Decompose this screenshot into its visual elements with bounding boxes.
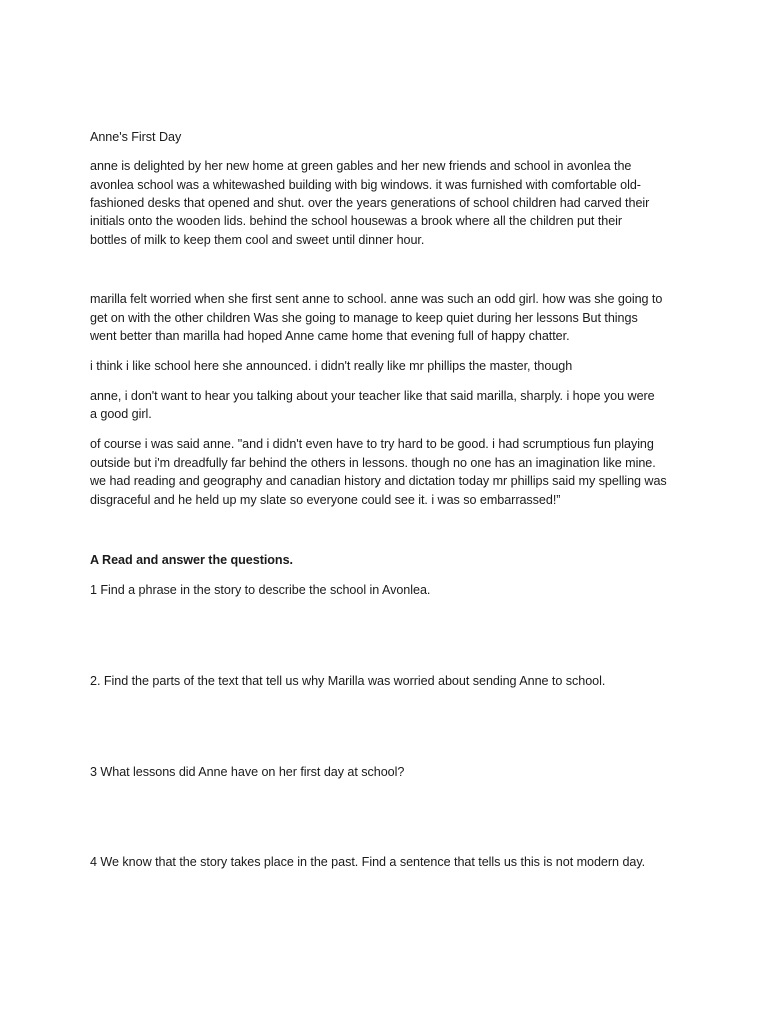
paragraph2-line-1: marilla felt worried when she first sent anne to school. anne was such an odd girl. how was she going to <box>90 292 663 306</box>
paragraph3-line-1: i think i like school here she announced. i didn't really like mr phillips the master, though <box>90 359 573 373</box>
question-4: 4 We know that the story takes place in the past. Find a sentence that tells us this is not modern day. <box>90 855 646 869</box>
paragraph1-line-4: initials onto the wooden lids. behind the school housewas a brook where all the children put their <box>90 214 623 228</box>
document-title: Anne's First Day <box>90 130 182 144</box>
paragraph5-line-2: outside but i'm dreadfully far behind the others in lessons. though no one has an imagination like mine. <box>90 456 656 470</box>
paragraph5-line-4: disgraceful and he held up my slate so everyone could see it. i was so embarrassed!” <box>90 493 561 507</box>
paragraph1-line-2: avonlea school was a whitewashed building with big windows. it was furnished with comfortable old- <box>90 178 641 192</box>
paragraph2-line-2: get on with the other children Was she going to manage to keep quiet during her lessons But things <box>90 311 638 325</box>
paragraph4-line-2: a good girl. <box>90 407 152 421</box>
paragraph4-line-1: anne, i don't want to hear you talking about your teacher like that said marilla, sharply. i hope you were <box>90 389 655 403</box>
paragraph2-line-3: went better than marilla had hoped Anne came home that evening full of happy chatter. <box>90 329 570 343</box>
question-3: 3 What lessons did Anne have on her first day at school? <box>90 765 405 779</box>
paragraph1-line-5: bottles of milk to keep them cool and sweet until dinner hour. <box>90 233 425 247</box>
section-heading: A Read and answer the questions. <box>90 553 293 567</box>
paragraph1-line-3: fashioned desks that opened and shut. over the years generations of school children had carved their <box>90 196 650 210</box>
paragraph5-line-3: we had reading and geography and canadian history and dictation today mr phillips said my spelling was <box>90 474 667 488</box>
paragraph1-line-1: anne is delighted by her new home at green gables and her new friends and school in avonlea the <box>90 159 632 173</box>
question-1: 1 Find a phrase in the story to describe the school in Avonlea. <box>90 583 431 597</box>
question-2: 2. Find the parts of the text that tell us why Marilla was worried about sending Anne to school. <box>90 674 606 688</box>
paragraph5-line-1: of course i was said anne. "and i didn't even have to try hard to be good. i had scrumptious fun playing <box>90 437 654 451</box>
